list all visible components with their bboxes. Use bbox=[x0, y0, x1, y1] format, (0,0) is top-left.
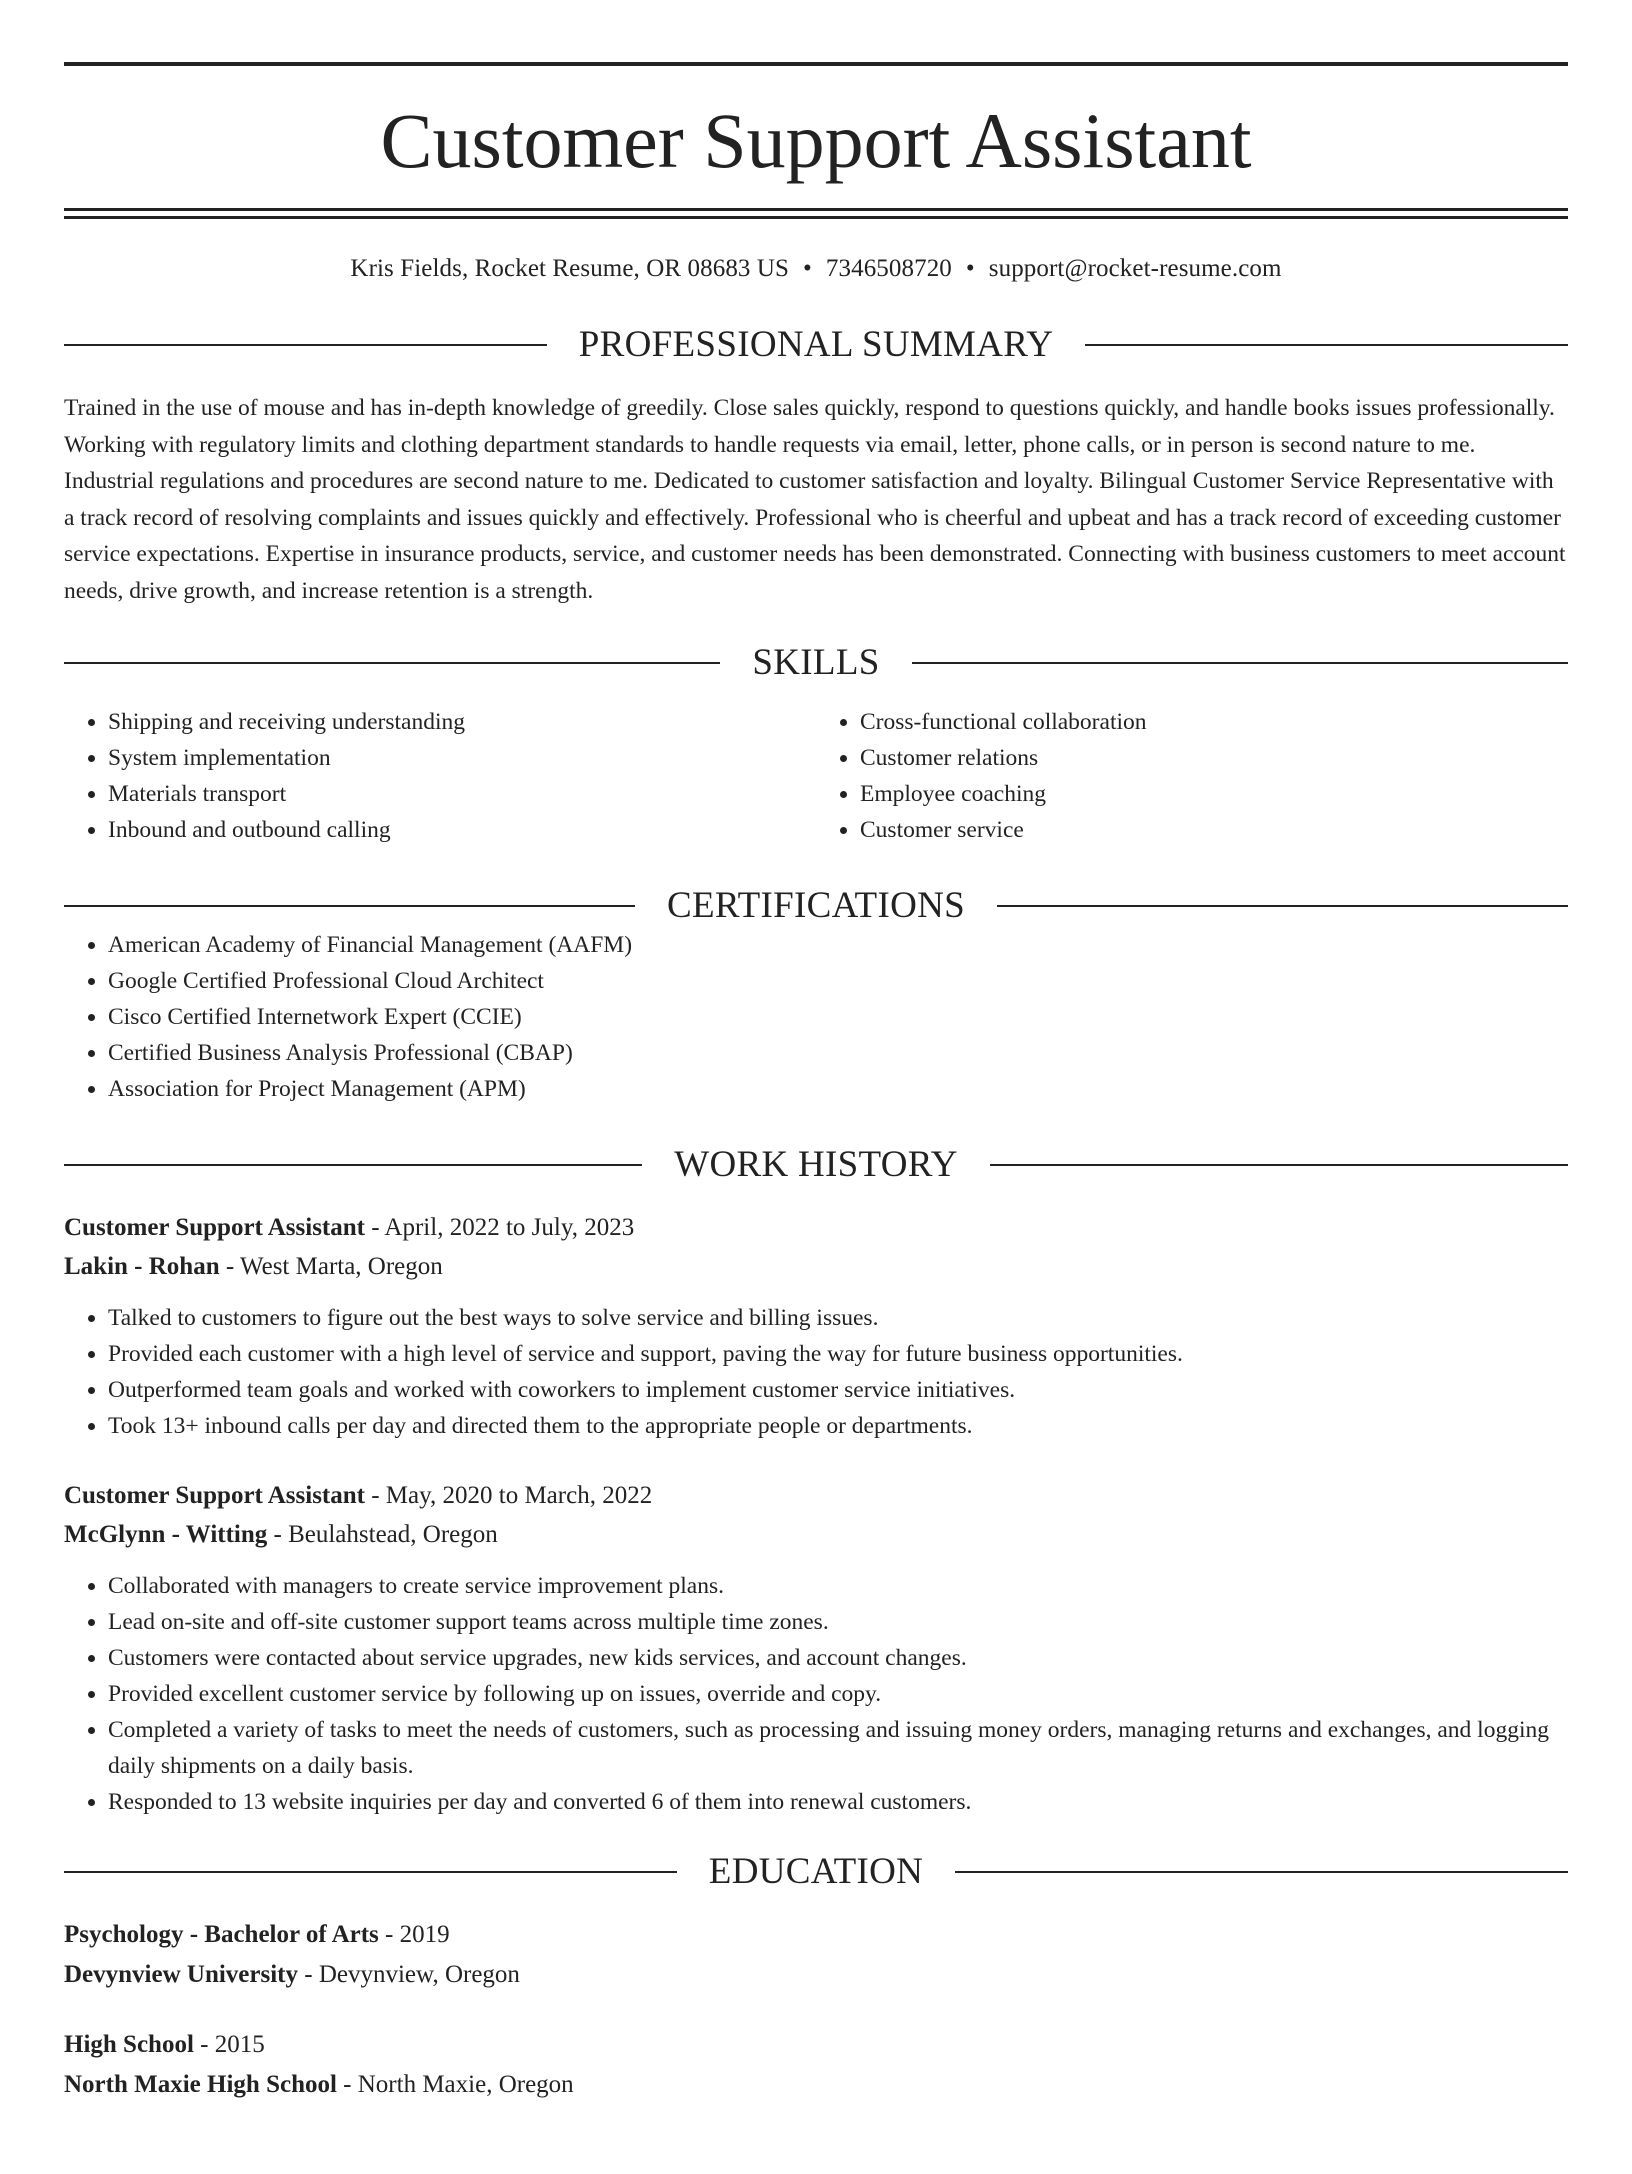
divider-line bbox=[64, 1164, 642, 1166]
section-header-education bbox=[64, 1850, 1568, 1893]
skill-item: • Customer relations bbox=[860, 740, 1568, 776]
summary-text: Trained in the use of mouse and has in-depth knowledge of greedily. Close sales quickly, respond to questions quickly, and handle books issues professionally. Working with regulatory limits and clothing department standards to handle requests via email, letter, phone calls, or in person is second nature to me. Industrial regulations and procedures are second nature to me. Dedicated to customer satisfaction and loyalty. Bilingual Customer Service Representative with a track record of resolving complaints and issues quickly and effectively. Professional who is cheerful and upbeat and has a track record of exceeding customer service expectations. Expertise in insurance products, service, and customer needs has been demonstrated. Connecting with business customers to meet account needs, drive growth, and increase retention is a strength. bbox=[64, 395, 1566, 604]
divider-line bbox=[64, 344, 547, 346]
job-company-line bbox=[64, 1247, 1568, 1286]
job-dates: - April, 2022 to July, 2023 bbox=[364, 1214, 635, 1241]
job-title: Customer Support Assistant bbox=[64, 1482, 365, 1509]
contact-address: Kris Fields, Rocket Resume, OR 08683 US bbox=[350, 255, 790, 282]
divider-line bbox=[955, 1871, 1568, 1873]
job-bullet: • Customers were contacted about service upgrades, new kids services, and account changes. bbox=[108, 1640, 1568, 1676]
job-location: - Beulahstead, Oregon bbox=[267, 1521, 498, 1548]
skill-item: • Inbound and outbound calling bbox=[108, 812, 816, 848]
education-entry bbox=[64, 1915, 1568, 1995]
divider-line bbox=[1085, 344, 1568, 346]
job-bullet: • Completed a variety of tasks to meet the needs of customers, such as processing and issuing money orders, managing returns and exchanges, and logging daily shipments on a daily basis. bbox=[108, 1712, 1568, 1784]
job-company: McGlynn - Witting bbox=[64, 1521, 268, 1548]
section-title: SKILLS bbox=[752, 642, 880, 683]
education-school: North Maxie High School bbox=[64, 2071, 337, 2098]
skill-item: • System implementation bbox=[108, 740, 816, 776]
certification-item: • American Academy of Financial Management (AAFM) bbox=[108, 927, 1568, 963]
job-company: Lakin - Rohan bbox=[64, 1253, 220, 1280]
divider-line bbox=[64, 662, 720, 664]
skills-grid bbox=[64, 704, 1568, 848]
section-header-summary bbox=[64, 323, 1568, 366]
divider-line bbox=[64, 905, 635, 907]
job-location: - West Marta, Oregon bbox=[219, 1253, 443, 1280]
section-title: WORK HISTORY bbox=[674, 1144, 958, 1185]
contact-separator: • bbox=[965, 255, 975, 282]
skill-item: • Customer service bbox=[860, 812, 1568, 848]
contact-phone: 7346508720 bbox=[825, 255, 952, 282]
certifications-list bbox=[64, 927, 1568, 1107]
job-entry bbox=[64, 1476, 1568, 1820]
job-bullet: • Outperformed team goals and worked with coworkers to implement customer service initiatives. bbox=[108, 1372, 1568, 1408]
job-bullet: • Lead on-site and off-site customer support teams across multiple time zones. bbox=[108, 1604, 1568, 1640]
job-bullet: • Responded to 13 website inquiries per day and converted 6 of them into renewal customers. bbox=[108, 1784, 1568, 1820]
job-title-line bbox=[64, 1476, 1568, 1515]
job-bullets bbox=[64, 1568, 1568, 1820]
section-title: PROFESSIONAL SUMMARY bbox=[578, 324, 1054, 365]
resume-title: Customer Support Assistant bbox=[380, 97, 1252, 184]
education-location: - North Maxie, Oregon bbox=[336, 2071, 574, 2098]
divider-line bbox=[990, 1164, 1568, 1166]
section-title: EDUCATION bbox=[708, 1851, 924, 1892]
education-degree-line bbox=[64, 1915, 1568, 1955]
divider-line bbox=[997, 905, 1568, 907]
job-bullet: • Took 13+ inbound calls per day and directed them to the appropriate people or departments. bbox=[108, 1408, 1568, 1444]
skill-item: • Materials transport bbox=[108, 776, 816, 812]
education-location: - Devynview, Oregon bbox=[298, 1961, 520, 1988]
job-bullet: • Collaborated with managers to create service improvement plans. bbox=[108, 1568, 1568, 1604]
skill-item: • Employee coaching bbox=[860, 776, 1568, 812]
education-school-line bbox=[64, 1955, 1568, 1995]
section-header-work-history bbox=[64, 1143, 1568, 1186]
divider-line bbox=[64, 1871, 677, 1873]
section-title: CERTIFICATIONS bbox=[667, 885, 965, 926]
skills-list-right bbox=[816, 704, 1568, 848]
job-title-line bbox=[64, 1208, 1568, 1247]
section-header-certifications bbox=[64, 884, 1568, 927]
header-double-rule bbox=[64, 208, 1568, 219]
education-entry bbox=[64, 2025, 1568, 2105]
job-bullet: • Provided excellent customer service by following up on issues, override and copy. bbox=[108, 1676, 1568, 1712]
contact-line bbox=[64, 255, 1568, 283]
skill-item: • Shipping and receiving understanding bbox=[108, 704, 816, 740]
skills-list-left bbox=[64, 704, 816, 848]
education-year: - 2015 bbox=[193, 2031, 265, 2058]
education-degree-line bbox=[64, 2025, 1568, 2065]
contact-separator: • bbox=[803, 255, 812, 282]
certification-item: • Google Certified Professional Cloud Architect bbox=[108, 963, 1568, 999]
job-entry bbox=[64, 1208, 1568, 1444]
divider-line bbox=[912, 662, 1568, 664]
job-company-line bbox=[64, 1515, 1568, 1554]
education-year: - 2019 bbox=[378, 1921, 450, 1948]
resume-page bbox=[0, 62, 1632, 2174]
education-degree: Psychology - Bachelor of Arts bbox=[64, 1921, 379, 1948]
section-header-skills bbox=[64, 641, 1568, 684]
certification-item: • Association for Project Management (APM) bbox=[108, 1071, 1568, 1107]
job-bullet: • Talked to customers to figure out the best ways to solve service and billing issues. bbox=[108, 1300, 1568, 1336]
education-degree: High School bbox=[64, 2031, 194, 2058]
certification-item: • Cisco Certified Internetwork Expert (CCIE) bbox=[108, 999, 1568, 1035]
education-school: Devynview University bbox=[64, 1961, 298, 1988]
skill-item: • Cross-functional collaboration bbox=[860, 704, 1568, 740]
job-dates: - May, 2020 to March, 2022 bbox=[364, 1482, 653, 1509]
education-school-line bbox=[64, 2065, 1568, 2105]
job-bullets bbox=[64, 1300, 1568, 1444]
job-bullet: • Provided each customer with a high level of service and support, paving the way for future business opportunities. bbox=[108, 1336, 1568, 1372]
contact-email: support@rocket-resume.com bbox=[988, 255, 1282, 282]
certification-item: • Certified Business Analysis Professional (CBAP) bbox=[108, 1035, 1568, 1071]
header-top-rule bbox=[64, 62, 1568, 66]
job-title: Customer Support Assistant bbox=[64, 1214, 365, 1241]
